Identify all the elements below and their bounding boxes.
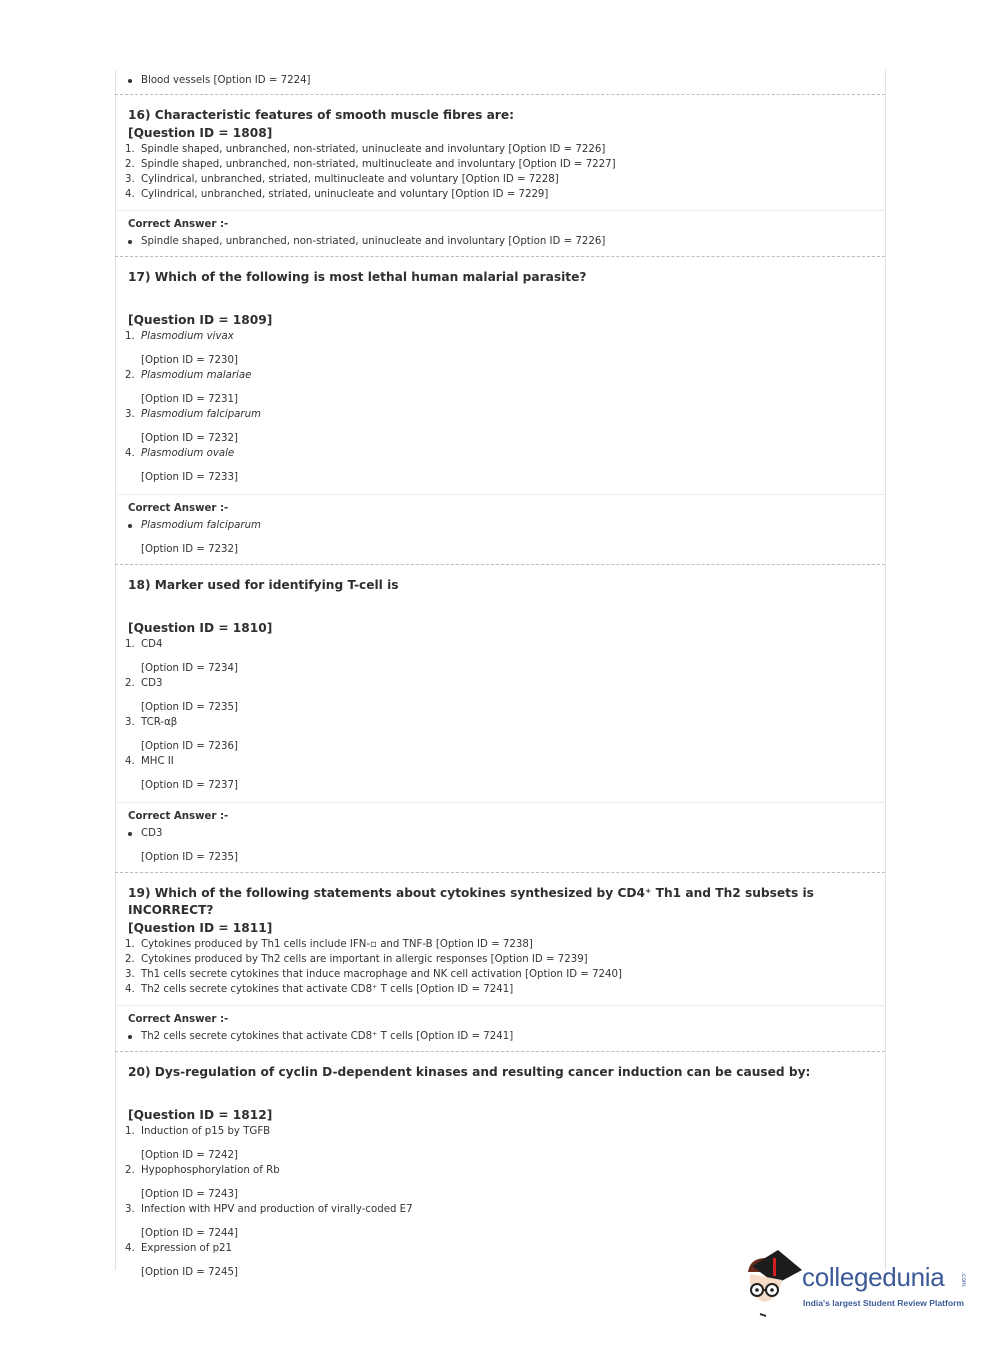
option-number: 2.	[125, 370, 135, 381]
mascot-icon	[742, 1250, 804, 1320]
option-text: Th2 cells secrete cytokines that activate CD8⁺ T cells [Option ID = 7241]	[141, 984, 514, 995]
question-block	[115, 1064, 885, 1280]
option-id: [Option ID = 7242]	[141, 1150, 238, 1161]
question-block	[115, 107, 885, 257]
option-item	[115, 676, 885, 700]
question-id: [Question ID = 1810]	[128, 621, 273, 635]
question-title: 17) Which of the following is most lethal human malarial parasite?	[128, 270, 587, 284]
correct-answer	[115, 518, 885, 542]
question-title: 19) Which of the following statements about cytokines synthesized by CD4⁺ Th1 and Th2 subsets is INCORRECT?	[128, 886, 814, 917]
question-id: [Question ID = 1808]	[128, 126, 273, 140]
correct-answer	[115, 826, 885, 850]
option-item	[115, 172, 885, 187]
option-id: [Option ID = 7237]	[141, 780, 238, 791]
option-number: 4.	[125, 448, 135, 459]
option-text: Spindle shaped, unbranched, non-striated, multinucleate and involuntary [Option ID = 7227]	[141, 159, 616, 170]
option-item	[115, 157, 885, 172]
question-block	[115, 885, 885, 1052]
option-number: 3.	[125, 174, 135, 185]
option-text: Hypophosphorylation of Rb	[141, 1165, 280, 1176]
correct-answer-text: Th2 cells secrete cytokines that activate CD8⁺ T cells [Option ID = 7241]	[141, 1031, 514, 1042]
option-number: 4.	[125, 1243, 135, 1254]
question-divider	[115, 94, 885, 95]
question-title: 18) Marker used for identifying T-cell is	[128, 578, 399, 592]
option-text: Spindle shaped, unbranched, non-striated, uninucleate and involuntary [Option ID = 7226]	[141, 144, 606, 155]
question-id: [Question ID = 1812]	[128, 1108, 273, 1122]
option-text: Infection with HPV and production of virally-coded E7	[141, 1204, 413, 1215]
option-number: 3.	[125, 717, 135, 728]
question-title: 16) Characteristic features of smooth muscle fibres are:	[128, 108, 514, 122]
previous-correct-answer: Blood vessels [Option ID = 7224]	[115, 73, 885, 88]
correct-answer-label: Correct Answer :-	[128, 503, 229, 514]
option-number: 4.	[125, 189, 135, 200]
logo-suffix: .com	[960, 1272, 967, 1287]
option-item	[115, 637, 885, 661]
option-number: 4.	[125, 756, 135, 767]
option-number: 2.	[125, 159, 135, 170]
option-text: Th1 cells secrete cytokines that induce macrophage and NK cell activation [Option ID = 7240]	[141, 969, 622, 980]
question-divider	[115, 564, 885, 565]
option-number: 2.	[125, 1165, 135, 1176]
option-item	[115, 754, 885, 778]
correct-answer	[115, 1029, 885, 1044]
logo-tagline: India's largest Student Review Platform	[803, 1298, 965, 1308]
option-id: [Option ID = 7244]	[141, 1228, 238, 1239]
option-text: Expression of p21	[141, 1243, 233, 1254]
question-block	[115, 577, 885, 873]
logo-name: collegedunia	[802, 1262, 945, 1292]
option-number: 3.	[125, 1204, 135, 1215]
option-item	[115, 1124, 885, 1148]
correct-answer-label: Correct Answer :-	[128, 219, 229, 230]
option-text: Cytokines produced by Th2 cells are important in allergic responses [Option ID = 7239]	[141, 954, 588, 965]
answer-divider	[115, 494, 885, 495]
option-number: 2.	[125, 678, 135, 689]
option-text: Plasmodium falciparum	[141, 409, 261, 420]
option-id: [Option ID = 7236]	[141, 741, 238, 752]
option-number: 2.	[125, 954, 135, 965]
option-number: 3.	[125, 969, 135, 980]
option-id: [Option ID = 7231]	[141, 394, 238, 405]
option-number: 1.	[125, 144, 135, 155]
option-text: Plasmodium malariae	[141, 370, 252, 381]
option-item	[115, 187, 885, 202]
option-number: 1.	[125, 1126, 135, 1137]
option-number: 3.	[125, 409, 135, 420]
correct-answer-text: CD3	[141, 828, 163, 839]
correct-answer-text: Spindle shaped, unbranched, non-striated, uninucleate and involuntary [Option ID = 7226]	[141, 236, 606, 247]
option-number: 1.	[125, 331, 135, 342]
option-item	[115, 1202, 885, 1226]
answer-divider	[115, 210, 885, 211]
correct-answer-option-id: [Option ID = 7235]	[141, 852, 238, 863]
option-item	[115, 937, 885, 952]
option-item	[115, 967, 885, 982]
option-text: Cytokines produced by Th1 cells include IFN-▫ and TNF-B [Option ID = 7238]	[141, 939, 533, 950]
answer-divider	[115, 1005, 885, 1006]
option-number: 4.	[125, 984, 135, 995]
option-item	[115, 368, 885, 392]
option-text: CD3	[141, 678, 163, 689]
question-divider	[115, 256, 885, 257]
option-item	[115, 952, 885, 967]
correct-answer	[115, 234, 885, 249]
option-id: [Option ID = 7245]	[141, 1267, 238, 1278]
option-text: CD4	[141, 639, 163, 650]
option-item	[115, 329, 885, 353]
collegedunia-logo	[742, 1250, 972, 1320]
question-divider	[115, 872, 885, 873]
option-item	[115, 407, 885, 431]
option-text: Cylindrical, unbranched, striated, uninucleate and voluntary [Option ID = 7229]	[141, 189, 549, 200]
question-id: [Question ID = 1811]	[128, 921, 273, 935]
correct-answer-option-id: [Option ID = 7232]	[141, 544, 238, 555]
correct-answer-label: Correct Answer :-	[128, 1014, 229, 1025]
answer-divider	[115, 802, 885, 803]
option-id: [Option ID = 7230]	[141, 355, 238, 366]
option-number: 1.	[125, 639, 135, 650]
option-item	[115, 446, 885, 470]
option-text: Plasmodium vivax	[141, 331, 234, 342]
correct-answer-label: Correct Answer :-	[128, 811, 229, 822]
option-id: [Option ID = 7243]	[141, 1189, 238, 1200]
option-number: 1.	[125, 939, 135, 950]
option-item	[115, 715, 885, 739]
option-text: TCR-αβ	[141, 717, 178, 728]
option-text: MHC II	[141, 756, 174, 767]
option-text: Plasmodium ovale	[141, 448, 235, 459]
option-id: [Option ID = 7233]	[141, 472, 238, 483]
option-item	[115, 142, 885, 157]
option-item	[115, 1163, 885, 1187]
question-block	[115, 269, 885, 565]
option-text: Induction of p15 by TGFB	[141, 1126, 271, 1137]
option-item	[115, 982, 885, 997]
option-id: [Option ID = 7232]	[141, 433, 238, 444]
question-paper	[115, 72, 885, 1280]
correct-answer-text: Plasmodium falciparum	[141, 520, 261, 531]
option-id: [Option ID = 7235]	[141, 702, 238, 713]
question-id: [Question ID = 1809]	[128, 313, 273, 327]
question-divider	[115, 1051, 885, 1052]
question-title: 20) Dys-regulation of cyclin D-dependent kinases and resulting cancer induction can be caused by:	[128, 1065, 811, 1079]
option-id: [Option ID = 7234]	[141, 663, 238, 674]
option-text: Cylindrical, unbranched, striated, multinucleate and voluntary [Option ID = 7228]	[141, 174, 559, 185]
